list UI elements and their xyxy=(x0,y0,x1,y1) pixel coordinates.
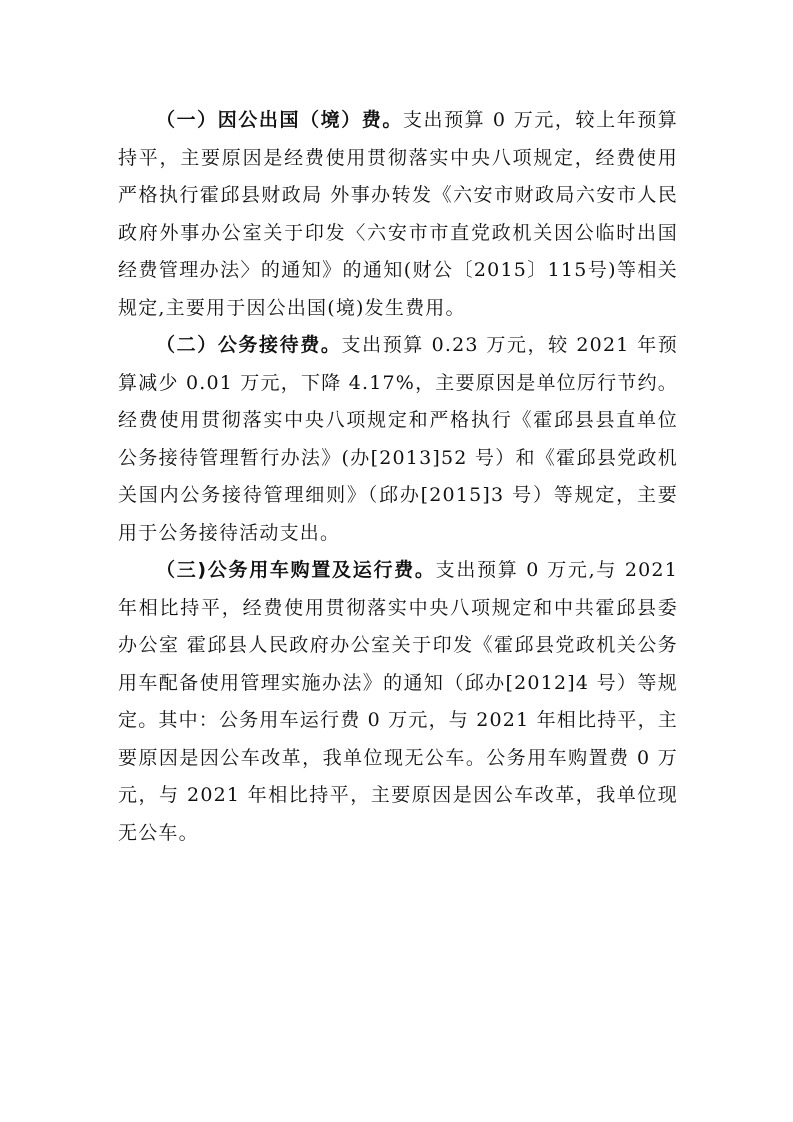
section-body: 支出预算 0 万元，较上年预算持平，主要原因是经费使用贯彻落实中央八项规定，经费使用严格执行霍邱县财政局 外事办转发《六安市财政局六安市人民政府外事办公室关于印发〈六安市市直党政机关因公临时出国经费管理办法〉的通知》的通知(财公〔2015〕115号)等相关规定,主要用于因公出国(境)发生费用。 xyxy=(118,109,679,319)
document-page xyxy=(118,102,678,852)
section-overseas-travel xyxy=(118,102,678,327)
section-heading: （三)公务用车购置及运行费。 xyxy=(156,559,436,581)
section-official-reception xyxy=(118,327,678,552)
section-heading: （一）因公出国（境）费。 xyxy=(156,109,403,131)
section-body: 支出预算 0 万元,与 2021 年相比持平，经费使用贯彻落实中央八项规定和中共霍邱县委办公室 霍邱县人民政府办公室关于印发《霍邱县党政机关公务用车配备使用管理实施办法》的通知（邱办[2012]4 号）等规定。其中：公务用车运行费 0 万元，与 2021 年相比持平，主要原因是因公车改革，我单位现无公车。公务用车购置费 0 万元，与 2021 年相比持平，主要原因是因公车改革，我单位现无公车。 xyxy=(118,559,679,844)
section-heading: （二）公务接待费。 xyxy=(156,334,342,356)
section-official-vehicles xyxy=(118,552,678,852)
section-body: 支出预算 0.23 万元，较 2021 年预算减少 0.01 万元，下降 4.17%，主要原因是单位厉行节约。经费使用贯彻落实中央八项规定和严格执行《霍邱县县直单位公务接待管理暂行办法》(办[2013]52 号）和《霍邱县党政机关国内公务接待管理细则》（邱办[2015]3 号）等规定，主要用于公务接待活动支出。 xyxy=(118,334,679,544)
